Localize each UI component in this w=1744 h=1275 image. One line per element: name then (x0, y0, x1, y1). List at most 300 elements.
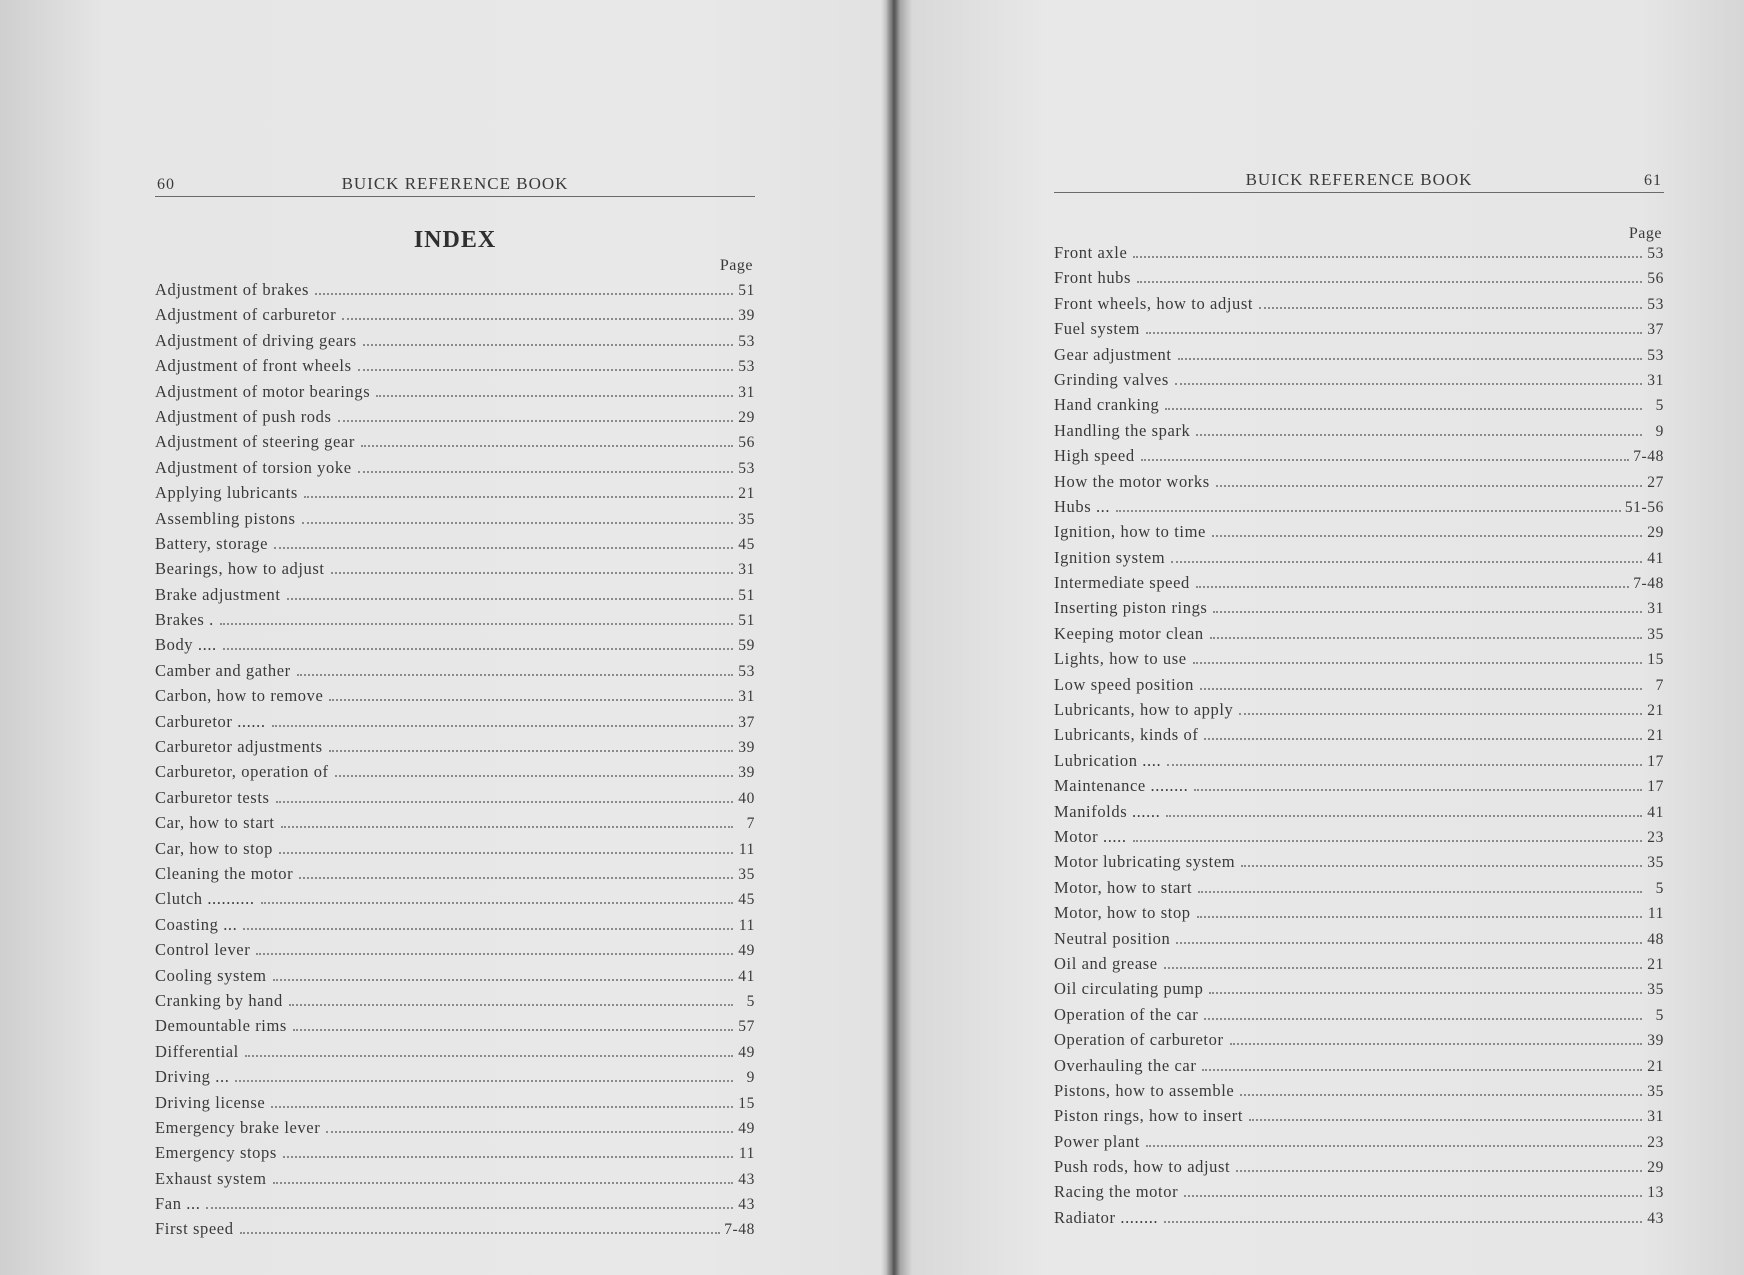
dot-leader (1165, 407, 1642, 410)
dot-leader (1133, 839, 1642, 842)
entry-page-number: 53 (738, 459, 755, 477)
dot-leader (1171, 560, 1642, 563)
entry-page-number: 15 (738, 1094, 755, 1112)
index-entry (155, 509, 755, 534)
dot-leader (329, 698, 733, 701)
entry-page-number: 15 (1647, 651, 1664, 669)
entry-page-number: 29 (738, 408, 755, 426)
entry-label: Carburetor ...... (155, 711, 266, 731)
dot-leader (272, 724, 733, 727)
dot-leader (243, 927, 733, 930)
index-entry (1054, 446, 1664, 471)
entry-page-number: 35 (738, 510, 755, 528)
entry-label: Demountable rims (155, 1016, 287, 1036)
index-entry (1054, 548, 1664, 573)
running-header (1054, 170, 1664, 193)
entry-label: Racing the motor (1054, 1182, 1179, 1202)
entry-label: Emergency brake lever (155, 1117, 321, 1137)
entry-label: Neutral position (1054, 928, 1171, 948)
entry-page-number: 35 (1647, 625, 1664, 643)
dot-leader (1259, 306, 1642, 309)
entry-label: Motor, how to stop (1054, 903, 1191, 923)
entry-page-number: 39 (738, 739, 755, 757)
right-page (1054, 0, 1664, 1275)
dot-leader (326, 1130, 733, 1133)
index-entry (155, 585, 755, 610)
dot-leader (1216, 484, 1642, 487)
index-entry (1054, 751, 1664, 776)
entry-page-number: 35 (738, 865, 755, 883)
index-entry (1054, 294, 1664, 319)
dot-leader (1164, 1220, 1642, 1223)
dot-leader (281, 825, 733, 828)
index-entry (1054, 268, 1664, 293)
entry-label: Motor ..... (1054, 826, 1127, 846)
entry-label: Operation of the car (1054, 1004, 1199, 1024)
entry-page-number: 53 (738, 358, 755, 376)
entry-label: Fan ... (155, 1194, 201, 1214)
entry-label: Adjustment of front wheels (155, 356, 352, 376)
entry-label: Front wheels, how to adjust (1054, 293, 1254, 313)
index-entry (155, 432, 755, 457)
entry-page-number: 23 (1647, 828, 1664, 846)
dot-leader (1210, 636, 1642, 639)
index-entry (1054, 1030, 1664, 1055)
dot-leader (223, 647, 733, 650)
index-entry (1054, 776, 1664, 801)
entry-label: Body .... (155, 635, 217, 655)
index-entry (1054, 522, 1664, 547)
index-entry (1054, 624, 1664, 649)
index-entry (155, 305, 755, 330)
dot-leader (274, 546, 733, 549)
dot-leader (338, 419, 733, 422)
entry-page-number: 35 (1647, 1082, 1664, 1100)
dot-leader (1202, 1068, 1642, 1071)
index-entry (1054, 1005, 1664, 1030)
dot-leader (329, 749, 733, 752)
dot-leader (363, 343, 733, 346)
dot-leader (1198, 890, 1642, 893)
dot-leader (289, 1003, 733, 1006)
entry-page-number: 5 (1655, 1006, 1664, 1024)
dot-leader (1146, 331, 1642, 334)
entry-label: Maintenance ........ (1054, 776, 1189, 796)
entry-label: Cooling system (155, 965, 267, 985)
dot-leader (1200, 687, 1642, 690)
entry-label: Radiator ........ (1054, 1207, 1159, 1227)
index-entry (155, 1042, 755, 1067)
index-entry (1054, 852, 1664, 877)
dot-leader (1141, 458, 1629, 461)
index-entry (1054, 573, 1664, 598)
entry-page-number: 27 (1647, 473, 1664, 491)
index-entry (1054, 802, 1664, 827)
index-entry (155, 1093, 755, 1118)
entry-page-number: 7-48 (1633, 448, 1664, 466)
index-entry (1054, 675, 1664, 700)
index-entry (155, 966, 755, 991)
entry-label: Control lever (155, 940, 251, 960)
entry-page-number: 21 (1647, 702, 1664, 720)
entry-page-number: 13 (1647, 1184, 1664, 1202)
dot-leader (261, 901, 733, 904)
running-head-title: BUICK REFERENCE BOOK (1245, 170, 1473, 189)
entry-page-number: 49 (738, 942, 755, 960)
dot-leader (358, 470, 733, 473)
dot-leader (283, 1155, 733, 1158)
entry-label: Piston rings, how to insert (1054, 1106, 1243, 1126)
dot-leader (206, 1206, 733, 1209)
dot-leader (1164, 966, 1642, 969)
index-entry (155, 712, 755, 737)
left-page (155, 0, 755, 1275)
index-entry (155, 635, 755, 660)
entry-page-number: 53 (1647, 295, 1664, 313)
entry-label: Keeping motor clean (1054, 623, 1204, 643)
dot-leader (1197, 915, 1642, 918)
entry-label: Coasting ... (155, 914, 238, 934)
index-entry (1054, 649, 1664, 674)
entry-label: Brake adjustment (155, 584, 281, 604)
index-list (155, 280, 755, 1245)
dot-leader (1196, 585, 1629, 588)
entry-label: Grinding valves (1054, 369, 1169, 389)
dot-leader (1184, 1194, 1642, 1197)
entry-label: Carburetor adjustments (155, 737, 323, 757)
entry-page-number: 37 (738, 713, 755, 731)
dot-leader (304, 495, 733, 498)
entry-label: Brakes . (155, 610, 214, 630)
entry-label: Carbon, how to remove (155, 686, 324, 706)
entry-page-number: 5 (746, 992, 755, 1010)
entry-page-number: 53 (1647, 245, 1664, 262)
index-entry (155, 940, 755, 965)
index-entry (1054, 395, 1664, 420)
index-entry (155, 1143, 755, 1168)
index-entry (1054, 827, 1664, 852)
entry-page-number: 51 (738, 612, 755, 630)
dot-leader (1193, 661, 1642, 664)
dot-leader (1116, 509, 1621, 512)
dot-leader (331, 571, 733, 574)
index-entry (155, 382, 755, 407)
dot-leader (271, 1105, 733, 1108)
entry-label: Battery, storage (155, 533, 268, 553)
index-entry (155, 1118, 755, 1143)
entry-page-number: 45 (738, 535, 755, 553)
dot-leader (245, 1054, 733, 1057)
entry-page-number: 48 (1647, 930, 1664, 948)
entry-label: Hand cranking (1054, 395, 1160, 415)
entry-page-number: 43 (738, 1170, 755, 1188)
index-entry (1054, 1182, 1664, 1207)
entry-label: Driving ... (155, 1067, 230, 1087)
index-entry (1054, 243, 1664, 268)
index-entry (1054, 1208, 1664, 1233)
index-entry (155, 610, 755, 635)
index-entry (1054, 1056, 1664, 1081)
entry-page-number: 31 (1647, 371, 1664, 389)
dot-leader (299, 876, 733, 879)
index-entry (155, 915, 755, 940)
dot-leader (1133, 255, 1642, 258)
dot-leader (1241, 864, 1642, 867)
index-entry (1054, 878, 1664, 903)
index-entry (1054, 370, 1664, 395)
entry-label: Adjustment of motor bearings (155, 381, 371, 401)
index-entry (155, 1016, 755, 1041)
index-entry (1054, 497, 1664, 522)
dot-leader (335, 774, 733, 777)
entry-label: Push rods, how to adjust (1054, 1157, 1231, 1177)
entry-label: Adjustment of steering gear (155, 432, 355, 452)
index-entry (155, 356, 755, 381)
entry-label: Operation of carburetor (1054, 1030, 1224, 1050)
index-entry (155, 661, 755, 686)
index-entry (1054, 1081, 1664, 1106)
entry-label: Lubricants, how to apply (1054, 700, 1234, 720)
book-gutter (886, 0, 900, 1275)
dot-leader (235, 1079, 733, 1082)
entry-label: First speed (155, 1219, 234, 1239)
index-entry (155, 686, 755, 711)
index-entry (1054, 979, 1664, 1004)
index-entry (1054, 929, 1664, 954)
entry-label: Carburetor tests (155, 787, 270, 807)
dot-leader (240, 1231, 721, 1234)
entry-label: Oil and grease (1054, 953, 1158, 973)
entry-page-number: 49 (738, 1043, 755, 1061)
entry-label: Intermediate speed (1054, 573, 1190, 593)
dot-leader (1236, 1169, 1642, 1172)
entry-label: Lights, how to use (1054, 649, 1187, 669)
entry-page-number: 21 (1647, 1057, 1664, 1075)
entry-label: Adjustment of torsion yoke (155, 457, 352, 477)
index-entry (1054, 598, 1664, 623)
entry-label: Adjustment of driving gears (155, 330, 357, 350)
entry-label: Carburetor, operation of (155, 762, 329, 782)
entry-label: Oil circulating pump (1054, 979, 1204, 999)
entry-label: Car, how to stop (155, 838, 274, 858)
dot-leader (358, 368, 733, 371)
entry-label: Ignition system (1054, 547, 1166, 567)
entry-label: Lubrication .... (1054, 750, 1162, 770)
dot-leader (297, 673, 733, 676)
entry-label: Hubs ... (1054, 496, 1111, 516)
entry-page-number: 11 (738, 1145, 755, 1163)
entry-page-number: 39 (738, 764, 755, 782)
entry-label: Bearings, how to adjust (155, 559, 325, 579)
index-entry (155, 788, 755, 813)
entry-label: Adjustment of brakes (155, 280, 310, 299)
page-number: 61 (1644, 172, 1662, 189)
entry-page-number: 35 (1647, 854, 1664, 872)
index-entry (155, 864, 755, 889)
entry-label: High speed (1054, 446, 1135, 466)
index-entry (1054, 1157, 1664, 1182)
entry-page-number: 9 (746, 1069, 755, 1087)
dot-leader (1194, 788, 1642, 791)
dot-leader (1209, 991, 1642, 994)
entry-label: Emergency stops (155, 1143, 277, 1163)
entry-page-number: 7 (1655, 676, 1664, 694)
dot-leader (273, 1181, 733, 1184)
entry-page-number: 41 (738, 967, 755, 985)
dot-leader (1166, 814, 1642, 817)
entry-label: Motor, how to start (1054, 877, 1193, 897)
dot-leader (276, 800, 733, 803)
entry-page-number: 11 (738, 916, 755, 934)
dot-leader (1230, 1042, 1642, 1045)
entry-page-number: 53 (738, 332, 755, 350)
entry-page-number: 23 (1647, 1133, 1664, 1151)
index-entry (155, 458, 755, 483)
entry-label: Handling the spark (1054, 420, 1191, 440)
index-entry (1054, 345, 1664, 370)
entry-label: Camber and gather (155, 660, 291, 680)
entry-page-number: 53 (738, 662, 755, 680)
entry-page-number: 39 (1647, 1032, 1664, 1050)
dot-leader (376, 394, 733, 397)
running-head-title: BUICK REFERENCE BOOK (341, 174, 569, 193)
dot-leader (279, 851, 733, 854)
index-entry (155, 1194, 755, 1219)
dot-leader (302, 521, 733, 524)
dot-leader (1175, 382, 1642, 385)
entry-label: Fuel system (1054, 319, 1140, 339)
index-entry (155, 991, 755, 1016)
index-entry (1054, 472, 1664, 497)
entry-page-number: 56 (738, 434, 755, 452)
dot-leader (1239, 712, 1642, 715)
dot-leader (1146, 1144, 1642, 1147)
dot-leader (1213, 610, 1642, 613)
dot-leader (287, 597, 733, 600)
entry-page-number: 31 (738, 383, 755, 401)
entry-page-number: 40 (738, 789, 755, 807)
entry-page-number: 29 (1647, 524, 1664, 542)
entry-page-number: 41 (1647, 803, 1664, 821)
index-entry (1054, 421, 1664, 446)
index-entry (155, 1067, 755, 1092)
index-entry (155, 1169, 755, 1194)
entry-label: Power plant (1054, 1131, 1140, 1151)
index-heading: INDEX (413, 227, 497, 253)
entry-label: Cleaning the motor (155, 863, 294, 883)
dot-leader (1196, 433, 1642, 436)
index-entry (155, 1219, 755, 1244)
entry-page-number: 41 (1647, 549, 1664, 567)
entry-page-number: 53 (1647, 346, 1664, 364)
entry-page-number: 57 (738, 1018, 755, 1036)
entry-page-number: 5 (1655, 397, 1664, 415)
dot-leader (1176, 941, 1642, 944)
entry-page-number: 43 (1647, 1209, 1664, 1227)
entry-page-number: 11 (738, 840, 755, 858)
entry-page-number: 29 (1647, 1159, 1664, 1177)
entry-label: Clutch .......... (155, 889, 255, 909)
dot-leader (1178, 357, 1642, 360)
dot-leader (293, 1028, 733, 1031)
index-entry (155, 331, 755, 356)
index-entry (155, 559, 755, 584)
dot-leader (1167, 763, 1642, 766)
entry-page-number: 31 (738, 688, 755, 706)
index-entry (155, 762, 755, 787)
entry-label: Adjustment of push rods (155, 406, 332, 426)
entry-label: Front axle (1054, 243, 1128, 262)
entry-label: Cranking by hand (155, 990, 283, 1010)
entry-page-number: 56 (1647, 270, 1664, 288)
entry-page-number: 59 (738, 637, 755, 655)
entry-label: Ignition, how to time (1054, 522, 1206, 542)
entry-label: Pistons, how to assemble (1054, 1080, 1235, 1100)
index-entry (1054, 954, 1664, 979)
index-entry (155, 483, 755, 508)
entry-page-number: 39 (738, 307, 755, 325)
entry-label: Inserting piston rings (1054, 598, 1208, 618)
page-number: 60 (157, 176, 175, 193)
entry-label: Car, how to start (155, 813, 275, 833)
index-entry (1054, 319, 1664, 344)
entry-page-number: 17 (1647, 752, 1664, 770)
index-entry (155, 534, 755, 559)
entry-page-number: 31 (1647, 600, 1664, 618)
dot-leader (1137, 280, 1642, 283)
entry-label: Front hubs (1054, 268, 1132, 288)
entry-page-number: 51 (738, 586, 755, 604)
entry-page-number: 7 (746, 815, 755, 833)
dot-leader (1249, 1118, 1642, 1121)
dot-leader (315, 292, 733, 295)
entry-page-number: 7-48 (1633, 575, 1664, 593)
entry-page-number: 9 (1655, 422, 1664, 440)
entry-label: Exhaust system (155, 1168, 267, 1188)
entry-label: Motor lubricating system (1054, 852, 1236, 872)
entry-page-number: 35 (1647, 981, 1664, 999)
entry-label: Manifolds ...... (1054, 801, 1161, 821)
entry-label: Gear adjustment (1054, 344, 1172, 364)
index-entry (1054, 1132, 1664, 1157)
entry-page-number: 31 (1647, 1108, 1664, 1126)
index-entry (1054, 700, 1664, 725)
entry-page-number: 7-48 (724, 1221, 755, 1239)
index-entry (1054, 1106, 1664, 1131)
entry-page-number: 21 (1647, 727, 1664, 745)
index-entry (155, 280, 755, 305)
dot-leader (273, 978, 733, 981)
entry-label: Assembling pistons (155, 508, 296, 528)
entry-label: Applying lubricants (155, 483, 298, 503)
entry-label: Differential (155, 1041, 239, 1061)
index-list (1054, 243, 1664, 1233)
entry-page-number: 17 (1647, 778, 1664, 796)
entry-page-number: 31 (738, 561, 755, 579)
entry-page-number: 37 (1647, 321, 1664, 339)
index-entry (155, 737, 755, 762)
index-entry (155, 407, 755, 432)
page-column-label: Page (1628, 225, 1662, 242)
entry-label: Lubricants, kinds of (1054, 725, 1199, 745)
dot-leader (220, 622, 733, 625)
entry-page-number: 21 (738, 485, 755, 503)
entry-page-number: 45 (738, 891, 755, 909)
index-entry (155, 839, 755, 864)
dot-leader (1240, 1093, 1642, 1096)
entry-page-number: 51-56 (1624, 498, 1664, 516)
entry-label: Overhauling the car (1054, 1055, 1197, 1075)
